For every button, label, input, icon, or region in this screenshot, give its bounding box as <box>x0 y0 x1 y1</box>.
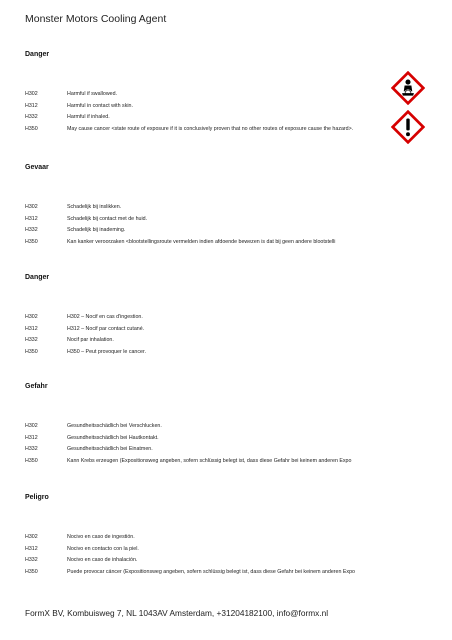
hazard-code: H332 <box>25 446 38 453</box>
hazard-text: H312 – Nocif par contact cutané. <box>67 325 145 332</box>
hazard-text: May cause cancer <state route of exposure if it is conclusively proven that no other routes of exposure cause the hazard>. <box>67 126 354 133</box>
hazard-code: H350 <box>25 126 38 133</box>
hazard-statement-row <box>25 324 435 336</box>
hazard-statement-row <box>25 112 435 124</box>
hazard-statement-row <box>25 237 435 249</box>
hazard-text: Harmful if swallowed. <box>67 91 118 97</box>
hazard-text: Harmful if inhaled. <box>67 114 110 121</box>
signal-word: Danger <box>25 51 50 58</box>
hazard-code: H332 <box>25 227 38 234</box>
hazard-statement-list <box>25 421 435 468</box>
hazard-statement-row <box>25 444 435 456</box>
hazard-statement-row <box>25 532 435 544</box>
hazard-text: Gesundheitsschädlich bei Hautkontakt. <box>67 434 159 441</box>
hazard-text: H350 – Peut provoquer le cancer. <box>67 349 146 356</box>
hazard-text: Gesundheitsschädlich bei Verschlucken. <box>67 423 162 429</box>
hazard-statement-row <box>25 347 435 359</box>
hazard-code: H350 <box>25 239 38 246</box>
hazard-statement-list <box>25 312 435 359</box>
hazard-text: Gesundheitsschädlich bei Einatmen. <box>67 446 153 453</box>
hazard-code: H312 <box>25 545 38 552</box>
signal-word: Gefahr <box>25 383 48 390</box>
hazard-code: H332 <box>25 557 38 564</box>
hazard-statement-row <box>25 124 435 136</box>
hazard-text: Schadelijk bij contact met de huid. <box>67 215 148 222</box>
hazard-statement-row <box>25 89 435 101</box>
page-title: Monster Motors Cooling Agent <box>25 13 167 25</box>
hazard-statement-list <box>25 89 435 136</box>
hazard-statement-row <box>25 335 435 347</box>
hazard-code: H350 <box>25 349 38 356</box>
hazard-code: H302 <box>25 423 38 429</box>
hazard-statement-row <box>25 312 435 324</box>
hazard-statement-list <box>25 202 435 249</box>
hazard-statement-row <box>25 225 435 237</box>
hazard-code: H350 <box>25 458 38 465</box>
hazard-text: H302 – Nocif en cas d'ingestion. <box>67 314 143 320</box>
hazard-statement-row <box>25 544 435 556</box>
hazard-code: H302 <box>25 204 38 210</box>
hazard-statement-row <box>25 214 435 226</box>
hazard-statement-row <box>25 567 435 579</box>
hazard-code: H302 <box>25 534 38 540</box>
signal-word: Gevaar <box>25 164 49 171</box>
signal-word: Peligro <box>25 494 49 501</box>
hazard-statement-row <box>25 101 435 113</box>
hazard-code: H312 <box>25 434 38 441</box>
hazard-text: Harmful in contact with skin. <box>67 102 133 109</box>
hazard-code: H332 <box>25 337 38 344</box>
hazard-statement-row <box>25 555 435 567</box>
hazard-code: H302 <box>25 91 38 97</box>
hazard-text: Nocivo en caso de ingestión. <box>67 534 135 540</box>
hazard-statement-row <box>25 202 435 214</box>
hazard-text: Kan kanker veroorzaken <blootstellingsroute vermelden indien afdoende bewezen is dat bij geen andere blootstelli <box>67 239 336 246</box>
hazard-code: H350 <box>25 569 38 576</box>
hazard-code: H302 <box>25 314 38 320</box>
hazard-text: Schadelijk bij inademing. <box>67 227 126 234</box>
hazard-statement-list <box>25 532 435 579</box>
hazard-text: Schadelijk bij inslikken. <box>67 204 122 210</box>
hazard-text: Nocif par inhalation. <box>67 337 114 344</box>
hazard-code: H332 <box>25 114 38 121</box>
hazard-statement-row <box>25 456 435 468</box>
hazard-code: H312 <box>25 215 38 222</box>
hazard-text: Kann Krebs erzeugen (Expositionsweg angeben, sofern schlüssig belegt ist, dass diese Gefahr bei keinem anderen Expo <box>67 458 352 465</box>
hazard-code: H312 <box>25 325 38 332</box>
signal-word: Danger <box>25 274 50 281</box>
company-footer: FormX BV, Kombuisweg 7, NL 1043AV Amsterdam, +31204182100, info@formx.nl <box>25 608 329 618</box>
hazard-text: Nocivo en caso de inhalación. <box>67 557 138 564</box>
hazard-text: Puede provocar cáncer (Expositionsweg angeben, sofern schlüssig belegt ist, dass diese Gefahr bei keinem anderen Expo <box>67 569 355 576</box>
hazard-code: H312 <box>25 102 38 109</box>
hazard-statement-row <box>25 421 435 433</box>
hazard-statement-row <box>25 433 435 445</box>
hazard-text: Nocivo en contacto con la piel. <box>67 545 139 552</box>
